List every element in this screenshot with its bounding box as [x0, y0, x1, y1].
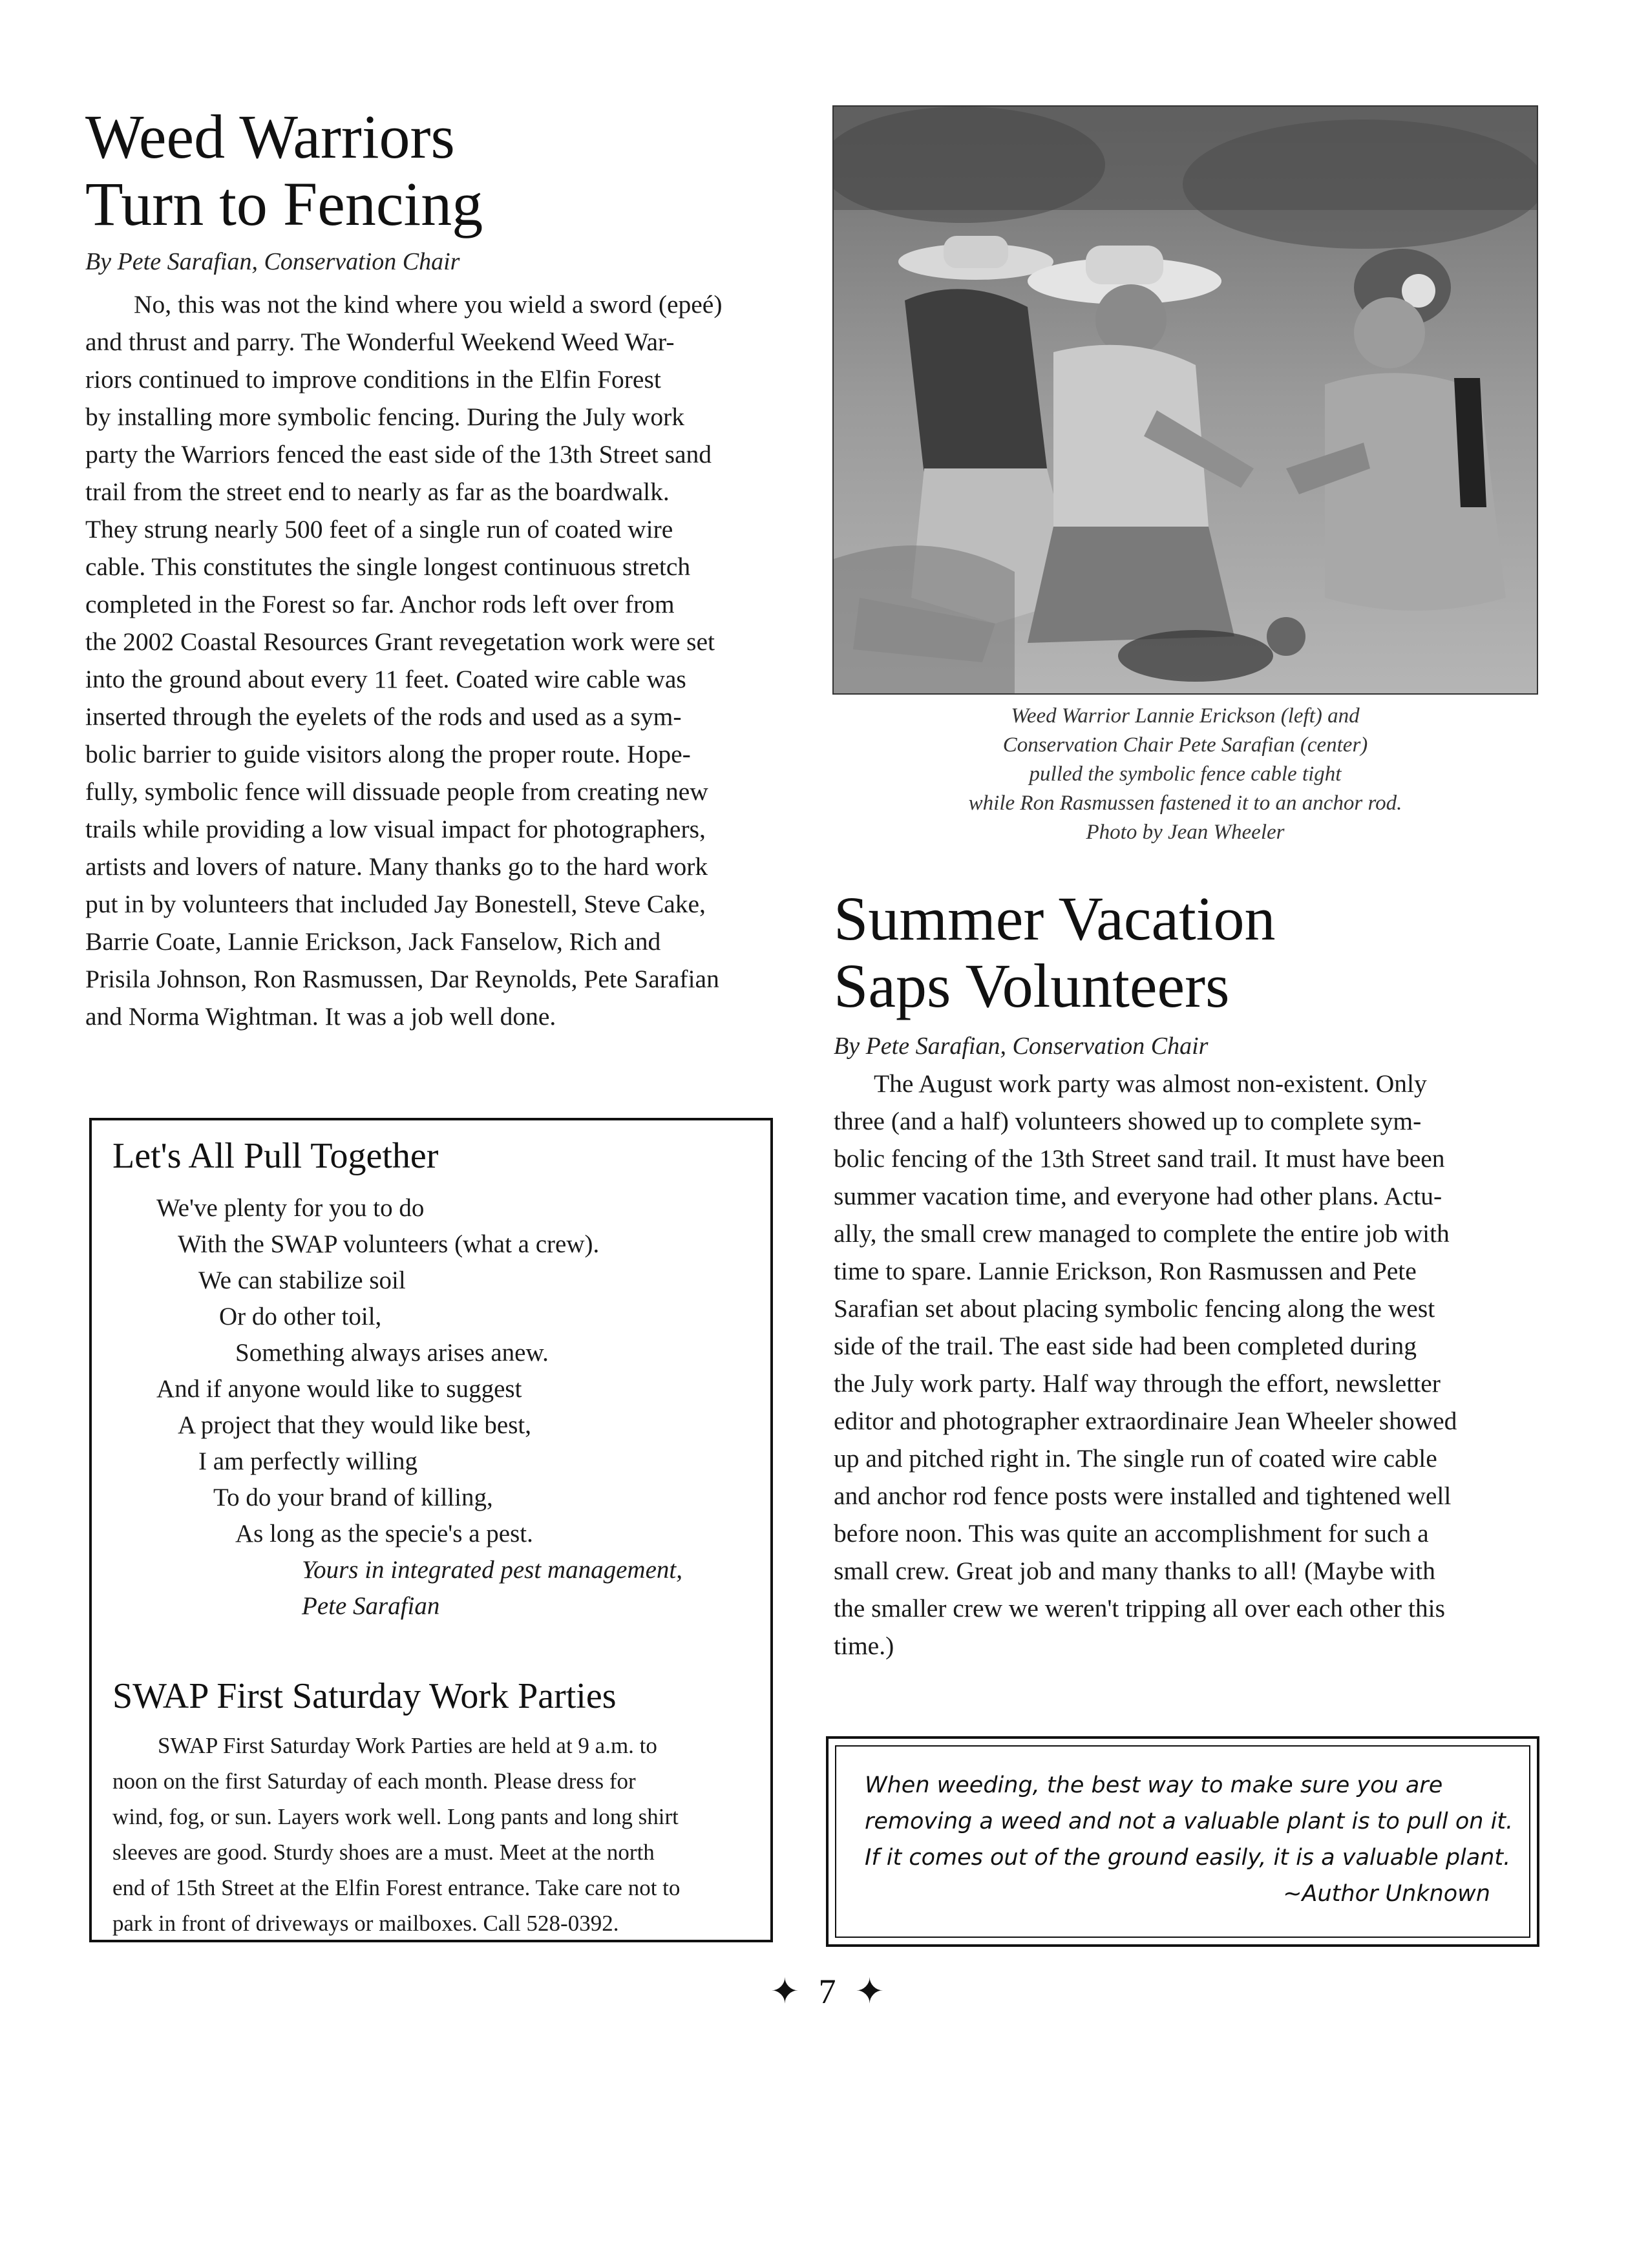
- body-line: by installing more symbolic fencing. During the July work: [85, 403, 685, 431]
- poem-line: I am perfectly willing: [198, 1447, 417, 1475]
- caption-line: pulled the symbolic fence cable tight: [1029, 762, 1342, 786]
- poem-author: Pete Sarafian: [302, 1592, 440, 1620]
- body-line: before noon. This was quite an accomplishment for such a: [834, 1519, 1429, 1548]
- body-line: park in front of driveways or mailboxes. Call 528-0392.: [112, 1911, 619, 1936]
- quote-box: [826, 1736, 1539, 1947]
- body-line: and anchor rod fence posts were installed and tightened well: [834, 1482, 1452, 1510]
- caption-line: while Ron Rasmussen fastened it to an anchor rod.: [968, 792, 1402, 815]
- body-line: the smaller crew we weren't tripping all over each other this: [834, 1594, 1445, 1622]
- quote-line: If it comes out of the ground easily, it is a valuable plant.: [865, 1845, 1511, 1871]
- body-line: riors continued to improve conditions in the Elfin Forest: [85, 365, 661, 394]
- body-line: noon on the first Saturday of each month. Please dress for: [112, 1769, 636, 1794]
- body-line: and Norma Wightman. It was a job well done.: [85, 1002, 556, 1031]
- body-line: artists and lovers of nature. Many thanks go to the hard work: [85, 852, 708, 881]
- article-summer-vacation: [834, 885, 1538, 1664]
- poem-box: [89, 1118, 773, 1942]
- body-line: trail from the street end to nearly as far as the boardwalk.: [85, 478, 670, 506]
- article-body: [834, 1065, 1538, 1664]
- body-line: party the Warriors fenced the east side of the 13th Street sand: [85, 440, 712, 468]
- work-parties-body: [112, 1728, 756, 1941]
- poem-line: Or do other toil,: [219, 1303, 382, 1330]
- body-line: put in by volunteers that included Jay Bonestell, Steve Cake,: [85, 890, 706, 918]
- body-line: SWAP First Saturday Work Parties are held at 9 a.m. to: [158, 1733, 657, 1758]
- page-footer: [724, 1971, 931, 2012]
- body-line: ally, the small crew managed to complete the entire job with: [834, 1219, 1450, 1248]
- poem-line: We can stabilize soil: [198, 1266, 406, 1294]
- body-line: three (and a half) volunteers showed up to complete sym-: [834, 1107, 1422, 1135]
- body-line: into the ground about every 11 feet. Coated wire cable was: [85, 665, 686, 693]
- title-line-2: Turn to Fencing: [85, 169, 483, 238]
- article-title: [834, 885, 1538, 1020]
- body-line: wind, fog, or sun. Layers work well. Long pants and long shirt: [112, 1804, 679, 1829]
- body-line: summer vacation time, and everyone had other plans. Actu-: [834, 1182, 1442, 1210]
- quote-text: [865, 1767, 1513, 1876]
- ornament-right-icon: ✦: [855, 1972, 885, 2011]
- quote-attribution: ~Author Unknown: [1283, 1881, 1490, 1907]
- poem-line: Something always arises anew.: [235, 1339, 549, 1367]
- poem-title: Let's All Pull Together: [112, 1136, 439, 1176]
- body-line: side of the trail. The east side had been completed during: [834, 1332, 1417, 1360]
- volunteers-photo: [832, 105, 1538, 695]
- body-line: cable. This constitutes the single longest continuous stretch: [85, 552, 691, 581]
- work-parties-title: SWAP First Saturday Work Parties: [112, 1676, 617, 1716]
- body-line: The August work party was almost non-existent. Only: [874, 1069, 1427, 1098]
- article-body: [85, 286, 770, 1035]
- body-line: Prisila Johnson, Ron Rasmussen, Dar Reynolds, Pete Sarafian: [85, 965, 719, 993]
- page-number: 7: [818, 1972, 836, 2011]
- ornament-left-icon: ✦: [770, 1972, 799, 2011]
- body-line: end of 15th Street at the Elfin Forest entrance. Take care not to: [112, 1875, 681, 1900]
- body-line: editor and photographer extraordinaire Jean Wheeler showed: [834, 1407, 1457, 1435]
- body-line: bolic barrier to guide visitors along the proper route. Hope-: [85, 740, 691, 768]
- poem-line: With the SWAP volunteers (what a crew).: [178, 1230, 600, 1258]
- body-line: completed in the Forest so far. Anchor rods left over from: [85, 590, 675, 618]
- body-line: and thrust and parry. The Wonderful Weekend Weed War-: [85, 328, 675, 356]
- body-line: They strung nearly 500 feet of a single run of coated wire: [85, 515, 673, 543]
- caption-line: Conservation Chair Pete Sarafian (center): [1002, 733, 1368, 757]
- quote-line: removing a weed and not a valuable plant is to pull on it.: [865, 1809, 1514, 1834]
- poem-line: To do your brand of killing,: [213, 1484, 493, 1511]
- body-line: inserted through the eyelets of the rods and used as a sym-: [85, 702, 682, 731]
- body-line: sleeves are good. Sturdy shoes are a must. Meet at the north: [112, 1840, 655, 1865]
- body-line: Barrie Coate, Lannie Erickson, Jack Fanselow, Rich and: [85, 927, 661, 956]
- body-line: up and pitched right in. The single run of coated wire cable: [834, 1444, 1437, 1473]
- body-line: bolic fencing of the 13th Street sand trail. It must have been: [834, 1144, 1445, 1173]
- caption-line: Weed Warrior Lannie Erickson (left) and: [1011, 704, 1360, 728]
- body-line: small crew. Great job and many thanks to all! (Maybe with: [834, 1557, 1435, 1585]
- body-line: the 2002 Coastal Resources Grant revegetation work were set: [85, 627, 715, 656]
- body-line: the July work party. Half way through the effort, newsletter: [834, 1369, 1441, 1398]
- body-line: time to spare. Lannie Erickson, Ron Rasmussen and Pete: [834, 1257, 1417, 1285]
- photo-credit: Photo by Jean Wheeler: [1086, 821, 1285, 844]
- title-line-2: Saps Volunteers: [834, 951, 1230, 1020]
- photo-caption: [832, 702, 1538, 847]
- article-title: [85, 103, 770, 238]
- body-line: Sarafian set about placing symbolic fencing along the west: [834, 1294, 1435, 1323]
- body-line: trails while providing a low visual impact for photographers,: [85, 815, 706, 843]
- title-line-1: Summer Vacation: [834, 884, 1276, 953]
- quote-line: When weeding, the best way to make sure you are: [865, 1772, 1443, 1798]
- poem-line: As long as the specie's a pest.: [235, 1520, 533, 1548]
- body-line: No, this was not the kind where you wield a sword (epeé): [134, 290, 723, 319]
- byline: By Pete Sarafian, Conservation Chair: [85, 248, 460, 275]
- poem-lines: [92, 1190, 770, 1624]
- poem-line: A project that they would like best,: [178, 1411, 531, 1439]
- article-weed-warriors: [85, 103, 770, 1035]
- body-line: fully, symbolic fence will dissuade people from creating new: [85, 777, 708, 806]
- body-line: time.): [834, 1632, 894, 1660]
- title-line-1: Weed Warriors: [85, 102, 455, 171]
- poem-line: We've plenty for you to do: [156, 1194, 425, 1222]
- byline: By Pete Sarafian, Conservation Chair: [834, 1033, 1209, 1060]
- poem-line: And if anyone would like to suggest: [156, 1375, 522, 1403]
- quote-inner-border: [835, 1745, 1530, 1938]
- photo-illustration: [834, 107, 1537, 693]
- poem-signoff: Yours in integrated pest management,: [302, 1556, 682, 1584]
